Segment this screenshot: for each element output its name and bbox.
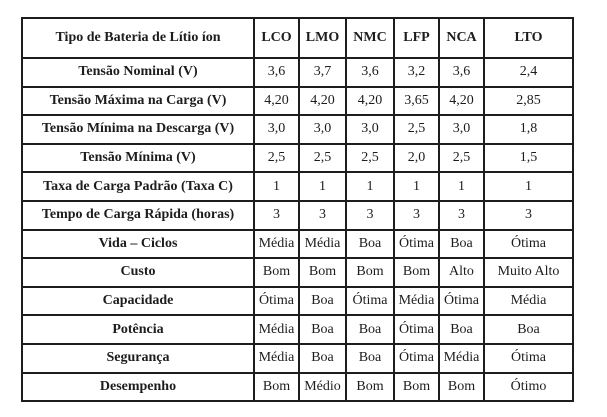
cell: 3,0 (299, 115, 346, 144)
cell: Boa (299, 344, 346, 373)
cell: 2,5 (254, 144, 299, 173)
column-header-lco: LCO (254, 18, 299, 58)
row-label: Tensão Nominal (V) (22, 58, 254, 87)
row-label: Custo (22, 258, 254, 287)
table-row (22, 230, 573, 259)
cell: 1 (394, 172, 439, 201)
cell: 1 (254, 172, 299, 201)
column-header-lto: LTO (484, 18, 573, 58)
table-row (22, 287, 573, 316)
cell: 2,5 (394, 115, 439, 144)
cell: 1,5 (484, 144, 573, 173)
cell: 3,6 (254, 58, 299, 87)
cell: Boa (346, 230, 394, 259)
row-label: Tensão Máxima na Carga (V) (22, 87, 254, 116)
cell: Boa (299, 315, 346, 344)
cell: 3 (439, 201, 484, 230)
row-label: Desempenho (22, 373, 254, 402)
row-label: Segurança (22, 344, 254, 373)
cell: 3,7 (299, 58, 346, 87)
table-row (22, 344, 573, 373)
cell: 3,65 (394, 87, 439, 116)
column-header-lfp: LFP (394, 18, 439, 58)
cell: Boa (439, 315, 484, 344)
cell: 1 (484, 172, 573, 201)
cell: Média (394, 287, 439, 316)
cell: Bom (439, 373, 484, 402)
cell: Média (254, 230, 299, 259)
table-row (22, 172, 573, 201)
cell: 3 (346, 201, 394, 230)
cell: 3,0 (254, 115, 299, 144)
cell: 3 (254, 201, 299, 230)
row-label: Tensão Mínima na Descarga (V) (22, 115, 254, 144)
cell: 2,85 (484, 87, 573, 116)
cell: Ótima (484, 230, 573, 259)
cell: Alto (439, 258, 484, 287)
cell: 1 (346, 172, 394, 201)
cell: Boa (439, 230, 484, 259)
cell: Bom (254, 258, 299, 287)
cell: 4,20 (254, 87, 299, 116)
cell: Boa (346, 315, 394, 344)
cell: Ótima (394, 315, 439, 344)
cell: Média (484, 287, 573, 316)
cell: Média (254, 344, 299, 373)
cell: Ótima (394, 344, 439, 373)
cell: 4,20 (439, 87, 484, 116)
cell: 1,8 (484, 115, 573, 144)
row-label: Taxa de Carga Padrão (Taxa C) (22, 172, 254, 201)
cell: 3,0 (439, 115, 484, 144)
row-label: Potência (22, 315, 254, 344)
table-row (22, 201, 573, 230)
cell: 3,6 (439, 58, 484, 87)
cell: Bom (394, 258, 439, 287)
cell: Boa (299, 287, 346, 316)
cell: 4,20 (299, 87, 346, 116)
cell: 2,4 (484, 58, 573, 87)
cell: Ótima (346, 287, 394, 316)
cell: Muito Alto (484, 258, 573, 287)
cell: 3,6 (346, 58, 394, 87)
column-header-nmc: NMC (346, 18, 394, 58)
cell: Bom (254, 373, 299, 402)
cell: Bom (346, 258, 394, 287)
table-row (22, 87, 573, 116)
row-label: Capacidade (22, 287, 254, 316)
cell: 2,5 (439, 144, 484, 173)
table-row (22, 258, 573, 287)
cell: 3,0 (346, 115, 394, 144)
cell: Boa (346, 344, 394, 373)
cell: 4,20 (346, 87, 394, 116)
row-label: Vida – Ciclos (22, 230, 254, 259)
cell: 2,5 (346, 144, 394, 173)
cell: 2,0 (394, 144, 439, 173)
cell: Média (299, 230, 346, 259)
cell: Média (439, 344, 484, 373)
cell: 1 (439, 172, 484, 201)
column-header-nca: NCA (439, 18, 484, 58)
row-label: Tempo de Carga Rápida (horas) (22, 201, 254, 230)
cell: Ótimo (484, 373, 573, 402)
table-row (22, 373, 573, 402)
cell: Bom (394, 373, 439, 402)
cell: Médio (299, 373, 346, 402)
row-label: Tensão Mínima (V) (22, 144, 254, 173)
table-row (22, 58, 573, 87)
battery-comparison-table (21, 17, 574, 402)
cell: Ótima (439, 287, 484, 316)
cell: Boa (484, 315, 573, 344)
table-row (22, 144, 573, 173)
header-row (22, 18, 573, 58)
cell: 2,5 (299, 144, 346, 173)
cell: 3 (484, 201, 573, 230)
corner-header: Tipo de Bateria de Lítio íon (22, 18, 254, 58)
cell: Ótima (484, 344, 573, 373)
table-row (22, 315, 573, 344)
cell: 3,2 (394, 58, 439, 87)
cell: 1 (299, 172, 346, 201)
cell: Bom (299, 258, 346, 287)
cell: Bom (346, 373, 394, 402)
cell: Ótima (394, 230, 439, 259)
table-row (22, 115, 573, 144)
cell: 3 (394, 201, 439, 230)
cell: Ótima (254, 287, 299, 316)
cell: 3 (299, 201, 346, 230)
column-header-lmo: LMO (299, 18, 346, 58)
cell: Média (254, 315, 299, 344)
